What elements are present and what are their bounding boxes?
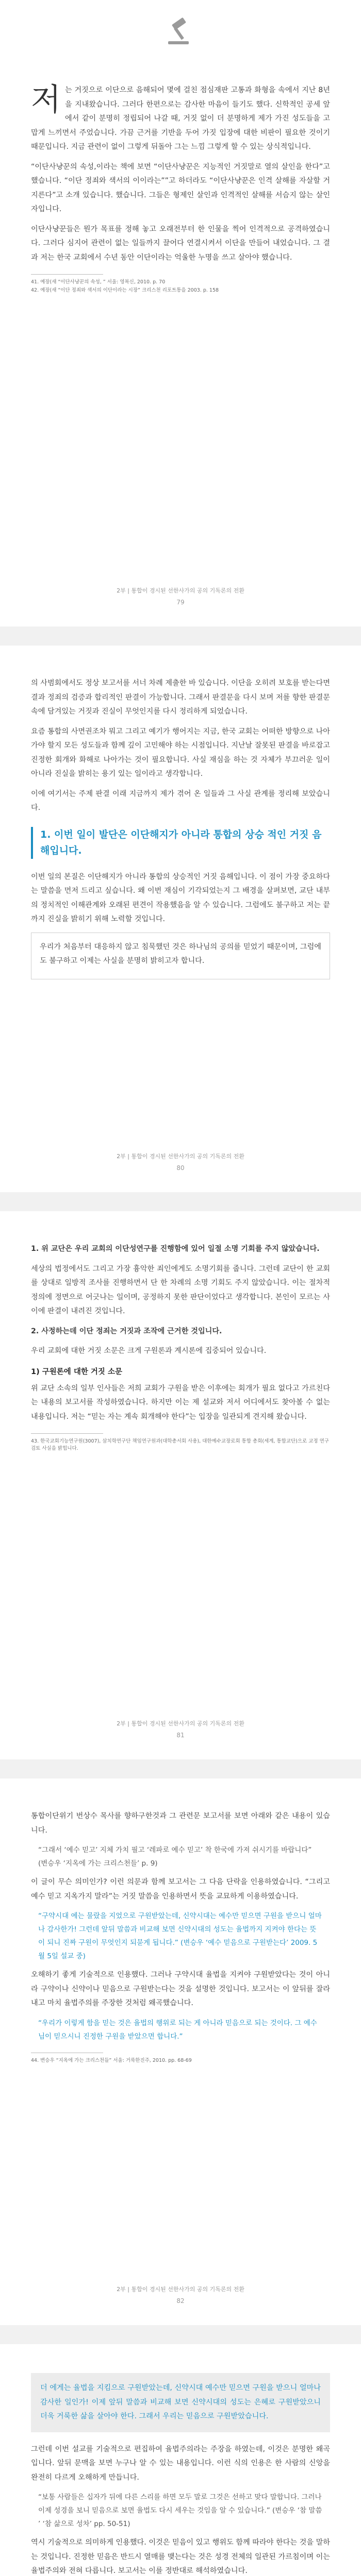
paragraph: 통합이단위기 번상수 목사를 향하구한것과 그 관련문 보고서를 보면 아래와 같은 내용이 있습니다. — [31, 1812, 330, 1835]
quotation: “보통 사람들은 십자가 뒤에 다른 스리를 하면 모두 말로 그것은 선하고 맞다 말합니다. 그러나 이제 성경을 보니 믿음으로 보면 율법도 다시 세우는 것임을 알 수 있습니다.” (변승우 ‘참 말씀 ’ ‘참 삶으로 성차’ pp. 50-51) — [38, 2493, 322, 2528]
paragraph: 이단사냥꾼들은 뭔가 목표를 정해 놓고 오래전부터 한 인물을 찍어 인격적으로 공격하였습니다. 그러다 심지어 관련이 없는 일들까지 끌어다 연결시켜서 이단을 만들어 내었습니다. 그 결과 저는 한국 교회에서 수년 동안 이단이라는 억울한 누명을 쓰고 살아야 했습니다. — [31, 225, 330, 262]
highlight-box — [31, 2373, 330, 2432]
paragraph: “이단사냥꾼의 속성,이라는 책에 보면 “이단사냥꾼은 지능적인 거짓말로 열의 살인을 한다”고 했습니다. “이단 정죄와 색서의 이이라는””고 하더라도 “이단사냥꾼은 인격 살해를 자살할 거지른다”고 소개 있습니다. 했습니다. 그들은 형제인 살인과 인격적인 살해를 서슴지 않는 살인자입니다. — [31, 162, 330, 213]
page-number: 80 — [176, 1164, 185, 1172]
sub-heading: 1) 구원론에 대한 거짓 소문 — [31, 1367, 122, 1376]
paragraph: 역시 기술적으로 의미하게 인용했다. 이것은 믿음이 있고 행위도 함께 따라야 한다는 것을 말하는 것입니다. 진정한 믿음은 반드시 열매를 맺는다는 것은 성경 전체의 일관된 가르침이며 이는 율법주의와 전혀 다릅니다. 보고서는 이를 정반대로 해석하였습니다. — [31, 2538, 330, 2575]
numbered-claim: 2. 사정하는데 이단 정죄는 거짓과 조작에 근거한 것입니다. — [31, 1327, 222, 1335]
page-number: 82 — [176, 2297, 185, 2304]
running-title: 2부 | 통합이 경시된 선한사가의 공의 기독론의 전환 — [117, 2286, 244, 2293]
page-82 — [0, 1778, 361, 2325]
page-gap — [0, 1192, 361, 1211]
section-heading: 1. 이번 일이 발단은 이단해지가 아니라 통합의 상승 적인 거짓 음해입니다. — [31, 827, 330, 859]
footnote: 41. 예장(새 “이단사냥꾼의 속성, ” 서울: 영복신, 2010. p. 70 — [31, 279, 166, 285]
paragraph: 우리 교회에 대한 거짓 소문은 크게 구원론과 계시론에 집중되어 있습니다. — [31, 1347, 267, 1355]
highlight-text: 더 에게는 율법을 지킴으로 구원받았는데, 신약시대 예수만 믿으면 구원을 받으니 얼마나 감사한 일인가! 이제 앞뒤 말씀과 비교해 보면 신약시대의 성도는 은혜로 구원받았으니 더욱 거룩한 삶을 살아야 한다. 그래서 우리는 믿음으로 구원받았습니다. — [40, 2384, 321, 2420]
drop-cap: 저 — [31, 82, 61, 118]
page-81 — [0, 1211, 361, 1759]
page-gap — [0, 1759, 361, 1778]
gavel-icon — [165, 15, 196, 47]
running-title: 2부 | 통합이 경시된 선한사가의 공의 기독론의 전환 — [117, 587, 244, 594]
running-title: 2부 | 통합이 경시된 선한사가의 공의 기독론의 전환 — [117, 1720, 244, 1727]
numbered-claim: 1. 위 교단은 우리 교회의 이단성연구를 진행함에 있어 일절 소명 기회를 주지 않았습니다. — [31, 1245, 320, 1253]
bordered-note — [31, 933, 330, 979]
footnote-rule — [31, 274, 103, 275]
paragraph: 그런데 이번 설교를 기술적으로 편집하여 율법주의라는 주장을 하였는데, 이것은 분명한 왜곡입니다. 앞뒤 문맥을 보면 누구나 알 수 있는 내용입니다. 이런 식의 인용은 한 사람의 신앙을 완전히 다르게 오해하게 만듭니다. — [31, 2445, 330, 2482]
page-number: 79 — [176, 599, 185, 606]
paragraph: 위 교단 소속의 일부 인사들은 저희 교회가 구원을 받은 이후에는 회개가 필요 없다고 가르친다는 내용의 보고서를 작성하였습니다. 하지만 이는 제 설교와 저서 어디에서도 찾아볼 수 없는 내용입니다. 저는 “믿는 자는 계속 회개해야 한다”는 입장을 일관되게 견지해 왔습니다. — [31, 1384, 330, 1421]
page-gap — [0, 626, 361, 646]
paragraph: 세상의 법정에서도 그리고 가장 흉악한 죄인에게도 소명기회를 줍니다. 그런데 교단이 한 교회를 상대로 일방적 조사를 진행하면서 단 한 차례의 소명 기회도 주지 않았습니다. 이는 절차적 정의에 정면으로 어긋나는 일이며, 공정하지 못한 판단이었다고 생각합니다. 본인이 모르는 사이에 판결이 내려진 것입니다. — [31, 1264, 330, 1315]
highlighted-quotation: “우리가 이렇게 함을 믿는 것은 율법의 행위로 되는 게 아니라 믿음으로 되는 것이다. 그 예수님이 믿으시니 진정한 구원을 받았으면 합니다.” — [38, 2019, 317, 2041]
paragraph: 이 글이 무슨 의미인가? 이런 의문과 함께 보고서는 그 다음 단락을 인용하였습니다. “그리고 예수 믿고 지옥가지 말라”는 거짓 말씀을 인용하면서 뜻을 교묘하게 이용하였습니다. — [31, 1878, 330, 1901]
page-number: 81 — [176, 1732, 185, 1739]
page-79 — [0, 0, 361, 626]
paragraph: 는 거짓으로 이단으로 음해되어 몇에 걸친 점심재판 고통과 화형을 속에서 지난 8년을 지내왔습니다. 그러다 한편으로는 감사한 마음이 들기도 했다. 신학적인 공세 앞에서 같이 분명히 정립되어 나갈 때, 거짓 없이 더 분명하게 제가 가진 성도들을 고맙게 느끼면서 주었습니다. 가끔 근거를 기반을 두어 가짓 입장에 대한 비판이 필요한 것이기 때문입니다. 지금 관련이 없이 그렇게 뒤돌아 그는 느낌 그렇게 할 수 있는 상식적입니다. — [31, 86, 330, 151]
paragraph: 이에 여기서는 주제 판결 이래 지금까지 제가 겪어 온 일들과 그 사실 관계를 정리해 보았습니다. — [31, 789, 330, 812]
running-title: 2부 | 통합이 경시된 선한사가의 공의 기독론의 전환 — [117, 1153, 244, 1160]
page-83 — [0, 2344, 361, 2576]
paragraph: 의 사범회에서도 정상 보고서를 서너 차례 제출한 바 있습니다. 이단을 오히려 보호를 받는다면 결과 정죄의 검증과 합리적인 판결이 가능합니다. 그래서 판결문을 다시 보며 저를 향한 판결문 속에 담겨있는 거짓과 진실이 무엇인지를 다시 정리하게 되었습니다. — [31, 679, 330, 716]
paragraph: 오해하기 좋게 기술적으로 인용했다. 그러나 구약시대 율법을 지켜야 구원받았다는 것이 아니라 구약이나 신약이나 믿음으로 구원받는다는 것을 설명한 것입니다. 보고서는 이 앞뒤를 잘라내고 마치 율법주의를 주장한 것처럼 왜곡했습니다. — [31, 1971, 330, 2007]
footnote: 43. 한국교회기능연구원(3007), 삼치학연구단 책임연구원과(대학총서회 사용), 대한예수교장로회 통합 총회(세계, 통합교단)으로 교정 연구 검토 사실을 밝힙니다. — [31, 1438, 329, 1451]
chapter-body — [31, 83, 330, 265]
note-text: 우리가 처음부터 대응하지 않고 침묵했던 것은 하나님의 공의를 믿었기 때문이며, 그럼에도 불구하고 이제는 사실을 분명히 밝히고자 합니다. — [40, 942, 321, 965]
page-80 — [0, 646, 361, 1192]
page-gap — [0, 2325, 361, 2344]
footnote: 42. 예장(새 “이단 정죄와 색서의 이단이라는 시장” 크리스천 리포트통을 2003. p. 158 — [31, 287, 219, 293]
paragraph: 이번 일의 본질은 이단해지가 아니라 통합의 상승적인 거짓 음해입니다. 이 점이 가장 중요하다는 말씀을 먼저 드리고 싶습니다. 왜 이번 재심이 기각되었는지 그 배경을 살펴보면, 교단 내부의 정치적인 이해관계와 오래된 편견이 작용했음을 알 수 있습니다. 그럼에도 불구하고 저는 끝까지 진실을 밝히기 위해 노력할 것입니다. — [31, 872, 330, 923]
highlighted-quotation: “구약시대 예는 물랐을 지었으로 구원받았는데, 신약시대는 예수만 믿으면 구원을 받으니 얼마나 감사한가! 그런데 앞뒤 말씀과 비교해 보면 신약시대의 성도는 율법까지 지켜야 한다는 뜻이 되니 진짜 구원이 무엇인지 되묻게 됩니다.” (변승우 ‘예수 믿음으로 구원받는다’ 2009. 5월 5일 설교 중) — [38, 1912, 322, 1960]
quotation: “그래서 ‘예수 믿고’ 지체 가치 필고 ‘레파로 예수 믿고’ 착 한국에 가져 쉬시기를 바랍니다” (변승우 ‘지옥에 가는 크리스천들’ p. 9) — [38, 1846, 312, 1868]
footnote-rule — [31, 1433, 103, 1434]
footnote: 44. 변승우 “지옥에 가는 크리스천들” 서울: 거룩한진주, 2010. pp. 68-69 — [31, 2057, 192, 2063]
paragraph: 요즘 통합의 사면권조차 뭐고 그리고 예기가 행어지는 지금, 한국 교회는 어떠한 방향으로 나아가야 할지 모든 성도들과 함께 깊이 고민해야 하는 시점입니다. 지난날 잘못된 판결을 바로잡고 진정한 회개와 화해로 나아가는 것이 필요합니다. 사실 재심을 하는 것 자체가 부끄러운 일이 아니라 진실을 밝히는 용기 있는 일이라고 생각합니다. — [31, 727, 330, 778]
